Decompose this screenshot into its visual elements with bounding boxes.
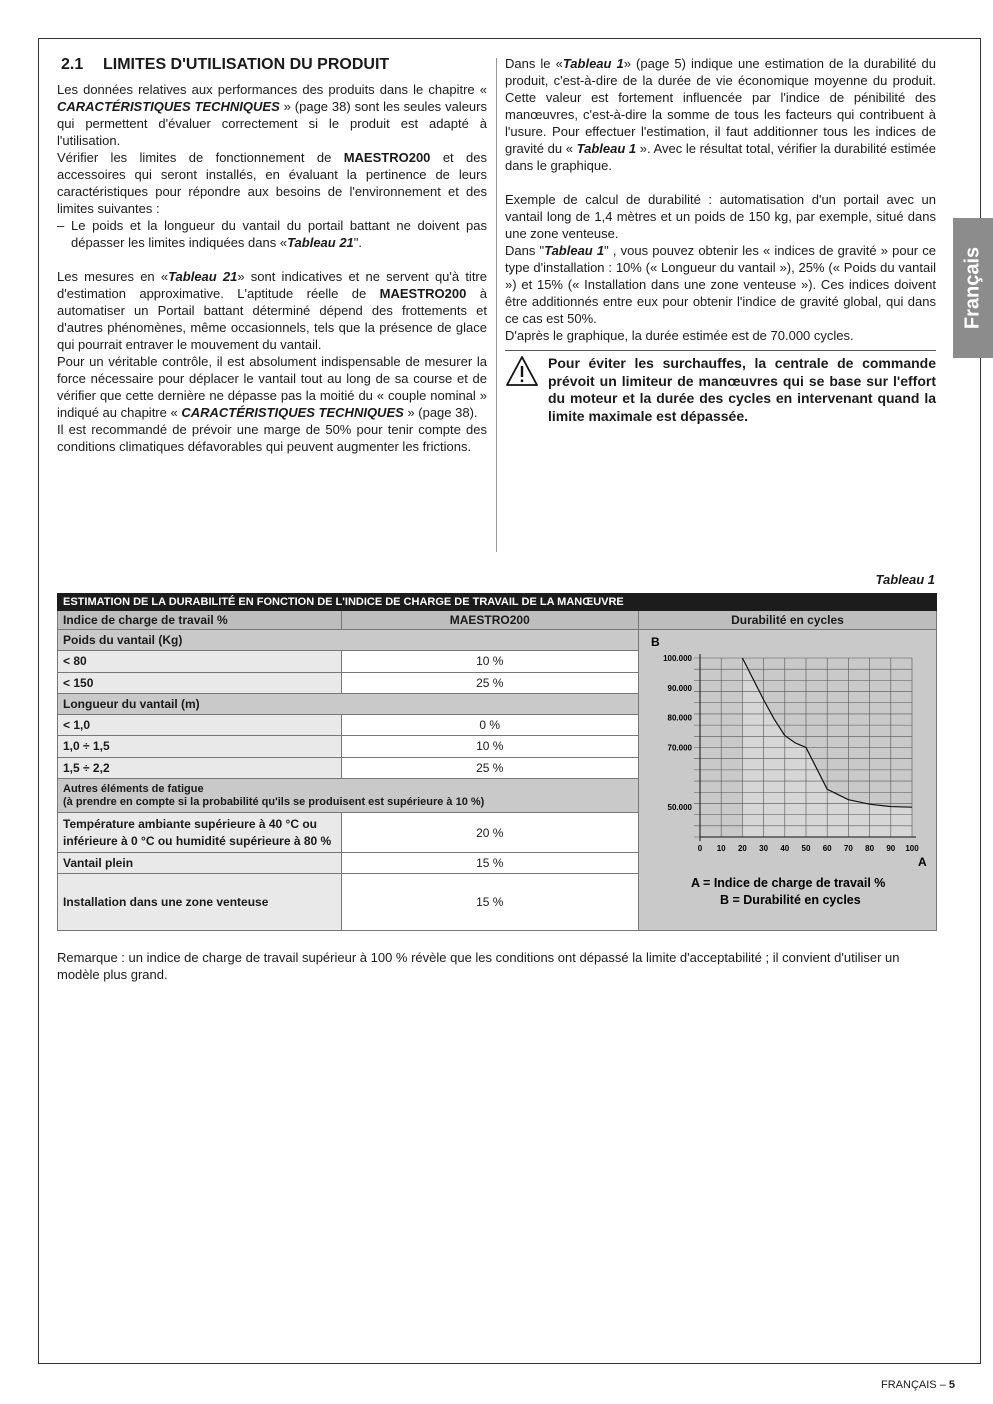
chart-y-tick-label: 100.000 bbox=[663, 654, 692, 663]
chart-y-axis-label: B bbox=[651, 635, 660, 649]
durability-chart-cell bbox=[639, 630, 937, 931]
chart-x-tick-label: 30 bbox=[759, 844, 769, 853]
list-item: – Le poids et la longueur du vantail du portail battant ne doivent pas dépasser les limites indiquées dans «Tableau 21". bbox=[57, 218, 487, 250]
chart-legend-a: A = Indice de charge de travail % bbox=[691, 876, 886, 890]
group-row: Poids du vantail (Kg) bbox=[58, 630, 639, 651]
chart-x-tick-label: 20 bbox=[737, 844, 747, 853]
page-number: 5 bbox=[948, 1379, 955, 1391]
paragraph: D'après le graphique, la durée estimée est de 70.000 cycles. bbox=[505, 328, 854, 343]
durability-chart bbox=[639, 630, 936, 930]
chart-x-tick-label: 40 bbox=[780, 844, 790, 853]
chart-legend-b: B = Durabilité en cycles bbox=[720, 893, 861, 907]
table-caption: Tableau 1 bbox=[875, 572, 935, 587]
chart-x-tick-label: 10 bbox=[716, 844, 726, 853]
durability-table bbox=[57, 593, 937, 931]
group-row: Longueur du vantail (m) bbox=[58, 693, 639, 714]
warning-icon bbox=[505, 355, 548, 425]
table-row: Installation dans une zone venteuse 15 % bbox=[58, 873, 937, 930]
table-title: ESTIMATION DE LA DURABILITÉ EN FONCTION DE L'INDICE DE CHARGE DE TRAVAIL DE LA MANŒUVRE bbox=[58, 594, 937, 611]
column-header: MAESTRO200 bbox=[341, 611, 639, 630]
paragraph: Exemple de calcul de durabilité : automatisation d'un portail avec un vantail long de 1,4 mètres et un poids de 150 kg, par exemple, situé dans une zone venteuse. bbox=[505, 192, 936, 241]
paragraph: Dans "Tableau 1" , vous pouvez obtenir les « indices de gravité » pour ce type d'installation : 10% (« Longueur du vantail »), 25% (« Poids du vantail ») et 15% (« Installation dans une zone venteuse »). Ces indices doivent être additionnés entre eux pour obtenir l'indice de gravité global, qui dans ce cas est 50%. bbox=[505, 243, 936, 326]
warning-text: Pour éviter les surchauffes, la centrale de commande prévoit un limiteur de manœuvres qui se base sur l'effort du moteur et la durée des cycles en intervenant quand la limite maximale est dépassée. bbox=[548, 355, 936, 424]
paragraph: Il est recommandé de prévoir une marge de 50% pour tenir compte des conditions climatiques défavorables qui peuvent augmenter les frictions. bbox=[57, 422, 487, 454]
chart-x-tick-label: 50 bbox=[801, 844, 811, 853]
chart-y-tick-label: 90.000 bbox=[667, 683, 692, 693]
table-row: < 1,0 0 % bbox=[58, 715, 937, 736]
chart-x-axis-label: A bbox=[918, 855, 927, 869]
table-row: 1,5 ÷ 2,2 25 % bbox=[58, 757, 937, 778]
chart-x-tick-label: 70 bbox=[843, 844, 853, 853]
page-footer: FRANÇAIS – 5 bbox=[881, 1379, 955, 1391]
paragraph: Dans le «Tableau 1» (page 5) indique une estimation de la durabilité du produit, c'est-à-dire de la durée de vie économique moyenne du produit. Cette valeur est fortement influencée par l'indice de pénibilité des manœuvres, c'est-à-dire la somme de tous les facteurs qui contribuent à l'usure. Pour effectuer l'estimation, il faut additionner tous les indices de gravité du « Tableau 1 ». Avec le résultat total, vérifier la durabilité estimée dans le graphique. bbox=[505, 56, 937, 173]
chart-x-tick-label: 80 bbox=[865, 844, 875, 853]
warning-box bbox=[505, 350, 936, 425]
column-separator bbox=[496, 58, 497, 552]
column-header: Durabilité en cycles bbox=[639, 611, 937, 630]
chart-x-tick-label: 100 bbox=[905, 844, 919, 853]
right-column bbox=[505, 55, 936, 425]
section-heading: 2.1 LIMITES D'UTILISATION DU PRODUIT bbox=[61, 56, 390, 73]
chart-x-tick-label: 0 bbox=[697, 844, 703, 853]
table-row: Vantail plein 15 % bbox=[58, 852, 937, 873]
chart-y-tick-label: 70.000 bbox=[667, 743, 692, 753]
table-row: < 80 10 % bbox=[58, 651, 937, 672]
chart-y-tick-label: 50.000 bbox=[667, 803, 692, 813]
chart-x-tick-label: 90 bbox=[886, 844, 896, 853]
remark: Remarque : un indice de charge de travail supérieur à 100 % révèle que les conditions ont dépassé la limite d'acceptabilité ; il convient d'utiliser un modèle plus grand. bbox=[57, 950, 900, 982]
table-row: 1,0 ÷ 1,5 10 % bbox=[58, 736, 937, 757]
paragraph: Les données relatives aux performances des produits dans le chapitre « CARACTÉRISTIQUES TECHNIQUES » (page 38) sont les seules valeurs qui permettent d'évaluer correctement si le produit est adapté à l'utilisation. bbox=[57, 82, 487, 148]
chart-x-tick-label: 60 bbox=[822, 844, 832, 853]
paragraph: Les mesures en «Tableau 21» sont indicatives et ne servent qu'à titre d'estimation approximative. L'aptitude réelle de MAESTRO200 à automatiser un Portail battant déterminé dépend des frottements et d'autres phénomènes, même occasionnels, tels que la présence de glace qui pourrait entraver le mouvement du vantail. bbox=[57, 269, 487, 352]
chart-y-tick-label: 80.000 bbox=[667, 713, 692, 723]
paragraph: Pour un véritable contrôle, il est absolument indispensable de mesurer la force nécessaire pour déplacer le vantail tout au long de sa course et de vérifier que cette dernière ne dépasse pas la moitié du « couple nominal » indiqué au chapitre « CARACTÉRISTIQUES TECHNIQUES » (page 38). bbox=[57, 354, 487, 420]
left-column bbox=[57, 55, 487, 455]
group-row: Autres éléments de fatigue (à prendre en compte si la probabilité qu'ils se produisent est supérieure à 10 %) bbox=[58, 778, 639, 813]
column-header: Indice de charge de travail % bbox=[58, 611, 342, 630]
table-row: Température ambiante supérieure à 40 °C ou inférieure à 0 °C ou humidité supérieure à 80 % 20 % bbox=[58, 813, 937, 852]
language-tab: Français bbox=[953, 218, 993, 358]
paragraph: Vérifier les limites de fonctionnement de MAESTRO200 et des accessoires qui seront installés, en évaluant la pertinence de leurs caractéristiques pour répondre aux besoins de l'environnement et des limites suivantes : bbox=[57, 150, 487, 216]
table-row: < 150 25 % bbox=[58, 672, 937, 693]
